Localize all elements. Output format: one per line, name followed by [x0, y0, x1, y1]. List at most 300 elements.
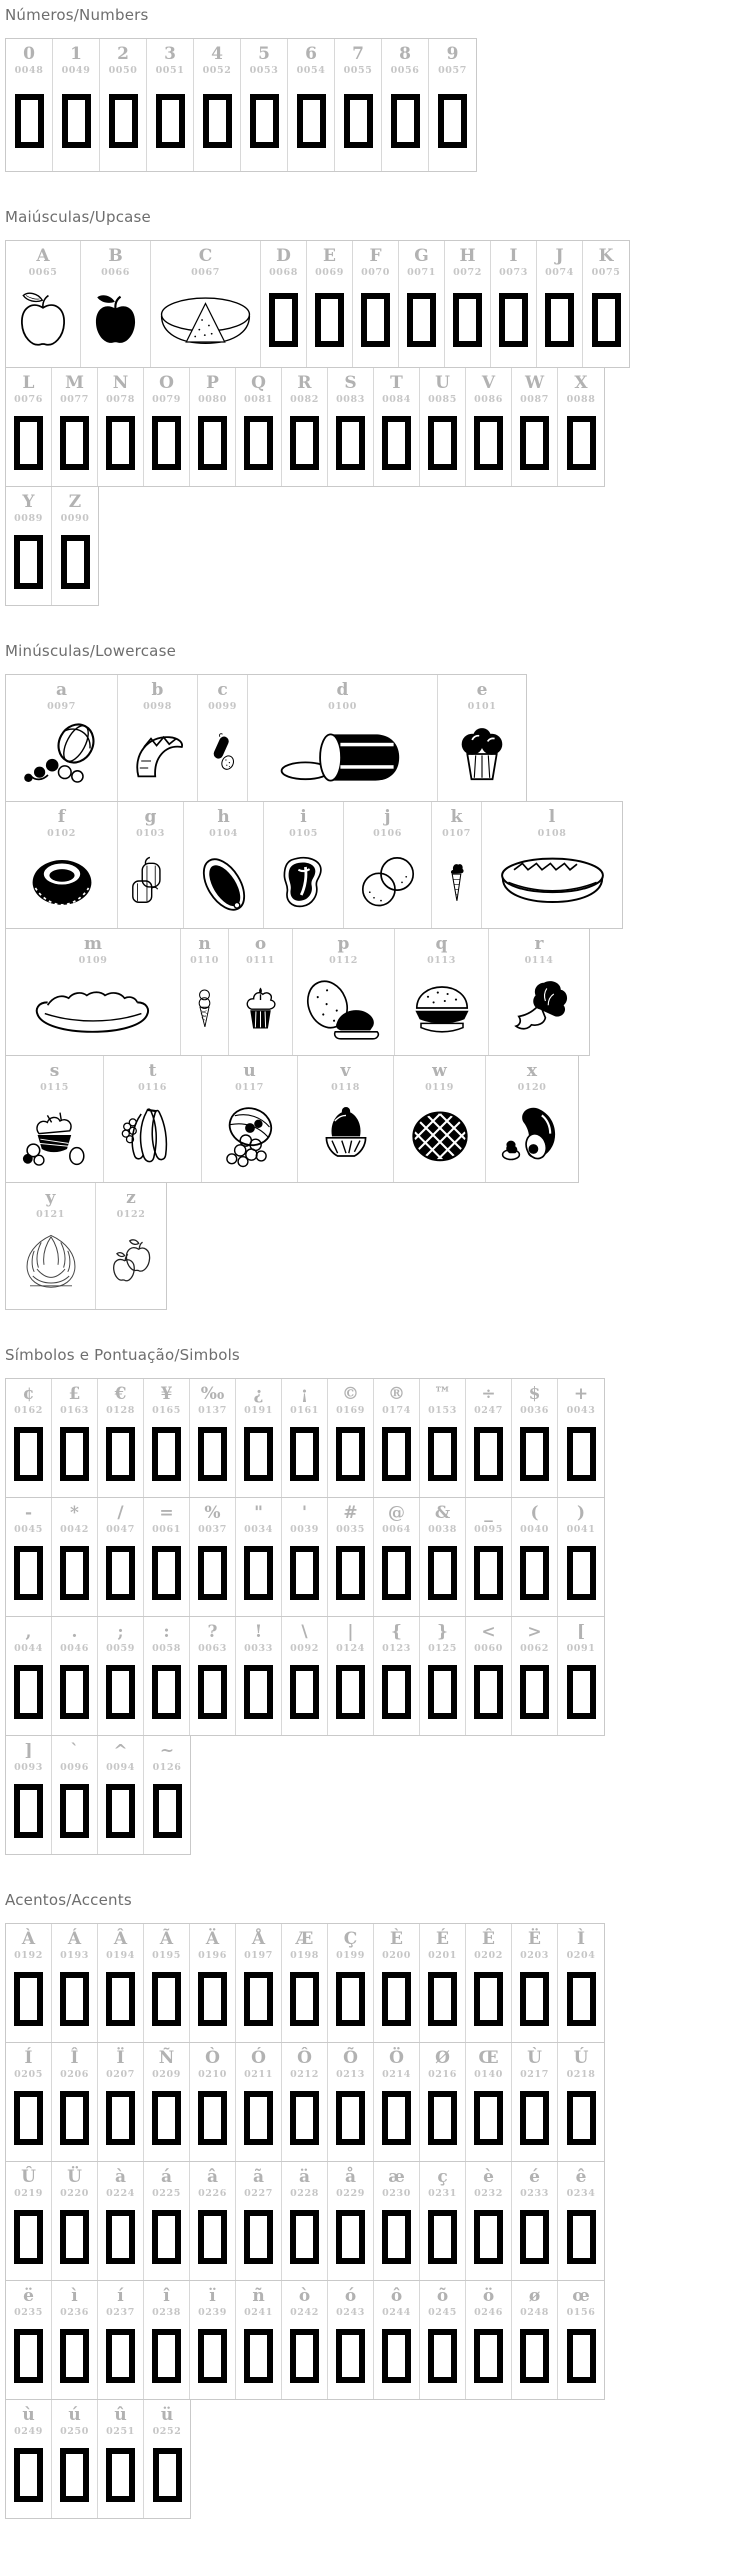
character-code: 0251 — [106, 2426, 135, 2437]
character-label: Q — [251, 373, 266, 393]
character-code: 0137 — [198, 1405, 227, 1416]
glyph-cell-0070 — [353, 241, 399, 367]
glyph-preview — [236, 1659, 281, 1735]
glyph-cell-header — [246, 929, 275, 971]
notdef-box-glyph — [315, 293, 344, 347]
glyph-preview — [98, 1540, 143, 1616]
cheese-wheel-icon — [154, 285, 257, 355]
notdef-box-glyph — [520, 416, 549, 470]
character-code: 0203 — [520, 1950, 549, 1961]
glyph-cell-0194 — [98, 1924, 144, 2042]
notdef-box-glyph — [14, 1784, 43, 1838]
character-label: Å — [251, 1929, 266, 1949]
section-title-numbers: Números/Numbers — [5, 6, 149, 24]
character-label: J — [555, 246, 564, 266]
character-label: # — [343, 1503, 358, 1523]
character-code: 0247 — [474, 1405, 503, 1416]
glyph-preview — [98, 2442, 143, 2518]
character-code: 0059 — [106, 1643, 135, 1654]
character-code: 0093 — [14, 1762, 43, 1773]
glyph-cell-0191 — [236, 1379, 282, 1497]
notdef-box-glyph — [520, 2210, 549, 2264]
glyph-cell-0061 — [144, 1498, 190, 1616]
glyph-cell-0107 — [432, 802, 482, 928]
glyph-preview — [81, 283, 150, 367]
glyph-cell-0156 — [558, 2281, 604, 2399]
glyph-cell-header — [198, 1498, 227, 1540]
glyph-preview — [282, 1966, 327, 2042]
glyph-cell-header — [442, 802, 471, 844]
glyph-cell-0086 — [466, 368, 512, 486]
steak-icon — [269, 846, 339, 916]
glyph-cell-header — [60, 1379, 89, 1421]
character-code: 0088 — [566, 394, 596, 405]
glyph-cell-0073 — [491, 241, 537, 367]
glyph-cell-header — [47, 802, 76, 844]
glyph-preview — [328, 1540, 373, 1616]
character-label: Ê — [482, 1929, 495, 1949]
glyph-preview — [144, 1778, 190, 1854]
character-code: 0042 — [60, 1524, 89, 1535]
character-code: 0123 — [382, 1643, 411, 1654]
glyph-cell-0090 — [52, 487, 98, 605]
character-label: ¥ — [160, 1384, 173, 1404]
glyph-cell-header — [592, 241, 621, 283]
character-label: a — [55, 680, 67, 700]
glyph-cell-header — [425, 1056, 454, 1098]
glyph-preview — [282, 1421, 327, 1497]
character-label: ö — [482, 2286, 495, 2306]
character-code: 0250 — [60, 2426, 89, 2437]
glyph-cell-0227 — [236, 2162, 282, 2280]
notdef-box-glyph — [290, 416, 319, 470]
character-code: 0091 — [566, 1643, 596, 1654]
glyph-cell-0212 — [282, 2043, 328, 2161]
character-code: 0046 — [60, 1643, 89, 1654]
character-code: 0201 — [428, 1950, 457, 1961]
character-code: 0092 — [290, 1643, 319, 1654]
glyph-cell-header — [382, 2162, 411, 2204]
character-code: 0048 — [14, 65, 44, 76]
character-label: n — [198, 934, 211, 954]
character-code: 0045 — [14, 1524, 43, 1535]
character-label: b — [151, 680, 164, 700]
character-code: 0075 — [591, 267, 621, 278]
glyph-cell-header — [382, 2043, 411, 2085]
notdef-box-glyph — [62, 94, 91, 148]
character-label: ! — [254, 1622, 263, 1642]
section-numbers — [5, 6, 730, 172]
notdef-box-glyph — [567, 1546, 596, 1600]
glyph-cell-0089 — [6, 487, 52, 605]
notdef-box-glyph — [198, 1427, 227, 1481]
glyph-cell-header — [331, 1056, 360, 1098]
glyph-row — [5, 1055, 579, 1183]
character-label: ú — [68, 2405, 81, 2425]
character-label: € — [114, 1384, 127, 1404]
glyph-cell-header — [109, 39, 138, 81]
glyph-cell-0192 — [6, 1924, 52, 2042]
glyph-preview — [98, 1421, 143, 1497]
character-label: ? — [207, 1622, 218, 1642]
glyph-preview — [537, 283, 582, 367]
glyph-cell-0084 — [374, 368, 420, 486]
bananas-grapes-icon — [116, 1100, 190, 1170]
glyph-cell-header — [209, 802, 238, 844]
character-code: 0121 — [36, 1209, 65, 1220]
glyph-cell-0237 — [98, 2281, 144, 2399]
character-label: x — [526, 1061, 538, 1081]
glyph-preview — [144, 1421, 189, 1497]
glyph-preview — [420, 1421, 465, 1497]
glyph-cell-0064 — [374, 1498, 420, 1616]
muffin-icon — [447, 719, 517, 789]
character-code: 0244 — [382, 2307, 411, 2318]
character-code: 0082 — [290, 394, 319, 405]
character-code: 0211 — [244, 2069, 273, 2080]
notdef-box-glyph — [520, 1546, 549, 1600]
character-code: 0050 — [108, 65, 138, 76]
glyph-preview — [98, 2323, 143, 2399]
glyph-cell-header — [244, 1617, 273, 1659]
glyph-preview — [6, 844, 117, 928]
glyph-cell-0081 — [236, 368, 282, 486]
character-code: 0047 — [106, 1524, 135, 1535]
glyph-preview — [236, 410, 281, 486]
glyph-cell-0040 — [512, 1498, 558, 1616]
glyph-cell-0165 — [144, 1379, 190, 1497]
glyph-cell-header — [520, 1924, 549, 1966]
glyph-cell-header — [136, 802, 165, 844]
glyph-cell-0102 — [6, 802, 118, 928]
glyph-cell-header — [203, 39, 232, 81]
glyph-cell-header — [106, 2043, 135, 2085]
glyph-preview — [98, 1659, 143, 1735]
character-code: 0233 — [520, 2188, 549, 2199]
notdef-box-glyph — [428, 2210, 457, 2264]
notdef-box-glyph — [61, 535, 90, 589]
notdef-box-glyph — [14, 416, 43, 470]
character-code: 0077 — [60, 394, 89, 405]
notdef-box-glyph — [198, 1546, 227, 1600]
character-label: - — [24, 1503, 33, 1523]
glyph-preview — [374, 1421, 419, 1497]
glyph-cell-0239 — [190, 2281, 236, 2399]
notdef-box-glyph — [244, 2091, 273, 2145]
notdef-box-glyph — [336, 1972, 365, 2026]
notdef-box-glyph — [344, 94, 373, 148]
glyph-cell-0119 — [394, 1056, 486, 1182]
character-code: 0055 — [343, 65, 373, 76]
character-label: C — [198, 246, 213, 266]
character-label: œ — [572, 2286, 590, 2306]
glyph-preview — [399, 283, 444, 367]
sausage-icon — [201, 719, 244, 789]
glyph-cell-0039 — [282, 1498, 328, 1616]
glyph-preview — [558, 1421, 604, 1497]
glyph-preview — [512, 1966, 557, 2042]
glyph-cell-0088 — [558, 368, 604, 486]
character-code: 0217 — [520, 2069, 549, 2080]
character-code: 0210 — [198, 2069, 227, 2080]
glyph-cell-0063 — [190, 1617, 236, 1735]
glyph-preview — [198, 717, 247, 801]
notdef-box-glyph — [198, 416, 227, 470]
character-code: 0197 — [244, 1950, 273, 1961]
glyph-cell-0069 — [307, 241, 353, 367]
character-label: ÷ — [481, 1384, 496, 1404]
character-label: Z — [68, 492, 82, 512]
glyph-cell-header — [468, 675, 497, 717]
character-label: l — [548, 807, 556, 827]
glyph-preview — [335, 81, 381, 171]
notdef-box-glyph — [567, 2210, 596, 2264]
glyph-cell-header — [143, 675, 172, 717]
glyph-cell-0115 — [6, 1056, 104, 1182]
avocado-eggs-icon — [497, 1100, 567, 1170]
notdef-box-glyph — [269, 293, 298, 347]
glyph-cell-header — [290, 2281, 319, 2323]
notdef-box-glyph — [156, 94, 185, 148]
glyph-cell-header — [290, 1617, 319, 1659]
glyph-cell-header — [382, 368, 411, 410]
glyph-cell-header — [14, 1924, 43, 1966]
glyph-cell-0244 — [374, 2281, 420, 2399]
glyph-row — [5, 2042, 605, 2162]
notdef-box-glyph — [106, 1546, 135, 1600]
glyph-preview — [52, 529, 98, 605]
character-label: : — [163, 1622, 170, 1642]
glyph-cell-header — [152, 1379, 181, 1421]
character-label: Ñ — [158, 2048, 175, 2068]
character-label: 3 — [164, 44, 176, 64]
glyph-cell-header — [269, 241, 298, 283]
glyph-preview — [144, 1659, 189, 1735]
glyph-preview — [144, 2442, 190, 2518]
glyph-cell-header — [62, 39, 91, 81]
glyph-preview — [374, 1540, 419, 1616]
notdef-box-glyph — [567, 416, 596, 470]
notdef-box-glyph — [520, 2091, 549, 2145]
character-code: 0195 — [152, 1950, 181, 1961]
burger-open-icon — [303, 973, 384, 1043]
glyph-preview — [52, 1421, 97, 1497]
glyph-cell-0037 — [190, 1498, 236, 1616]
glyph-cell-header — [106, 1617, 135, 1659]
glyph-preview — [328, 2085, 373, 2161]
notdef-box-glyph — [520, 1972, 549, 2026]
character-label: y — [45, 1188, 56, 1208]
glyph-cell-0123 — [374, 1617, 420, 1735]
character-code: 0057 — [438, 65, 467, 76]
character-code: 0056 — [390, 65, 420, 76]
glyph-row — [5, 1735, 191, 1855]
character-label: p — [337, 934, 350, 954]
notdef-box-glyph — [14, 1546, 43, 1600]
character-code: 0214 — [382, 2069, 411, 2080]
glyph-cell-0050 — [100, 39, 147, 171]
glyph-cell-0049 — [53, 39, 100, 171]
glyph-cell-header — [60, 1924, 89, 1966]
glyph-row — [5, 38, 477, 172]
notdef-box-glyph — [474, 1546, 503, 1600]
artichoke-icon — [16, 1227, 86, 1297]
glyph-cell-0046 — [52, 1617, 98, 1735]
character-code: 0162 — [14, 1405, 43, 1416]
character-code: 0220 — [60, 2188, 89, 2199]
glyph-cell-0038 — [420, 1498, 466, 1616]
glyph-preview — [236, 2085, 281, 2161]
glyph-cell-0162 — [6, 1379, 52, 1497]
character-label: k — [450, 807, 463, 827]
character-code: 0065 — [28, 267, 58, 278]
character-label: ‰ — [200, 1384, 225, 1404]
character-label: t — [148, 1061, 157, 1081]
notdef-box-glyph — [290, 1972, 319, 2026]
glyph-preview — [558, 2204, 604, 2280]
notdef-box-glyph — [14, 2329, 43, 2383]
character-code: 0117 — [235, 1082, 264, 1093]
character-label: % — [204, 1503, 221, 1523]
notdef-box-glyph — [290, 2091, 319, 2145]
glyph-preview — [236, 2323, 281, 2399]
glyph-cell-0252 — [144, 2400, 190, 2518]
glyph-preview — [558, 1659, 604, 1735]
character-code: 0038 — [428, 1524, 457, 1535]
glyph-preview — [264, 844, 343, 928]
character-label: Ã — [159, 1929, 174, 1949]
character-label: Ä — [205, 1929, 220, 1949]
character-label: ^ — [113, 1741, 128, 1761]
glyph-cell-0098 — [118, 675, 198, 801]
glyph-preview — [583, 283, 629, 367]
glyph-preview — [282, 1659, 327, 1735]
character-label: ™ — [434, 1384, 451, 1404]
character-label: Ø — [435, 2048, 450, 2068]
glyph-cell-0231 — [420, 2162, 466, 2280]
glyph-preview — [52, 1659, 97, 1735]
character-code: 0232 — [474, 2188, 503, 2199]
glyph-cell-0106 — [344, 802, 432, 928]
glyph-cell-0035 — [328, 1498, 374, 1616]
character-label: f — [57, 807, 66, 827]
character-label: h — [217, 807, 230, 827]
glyph-preview — [282, 1540, 327, 1616]
character-label: 7 — [352, 44, 364, 64]
character-label: Ó — [251, 2048, 266, 2068]
hamburger-icon — [407, 973, 477, 1043]
glyph-cell-0243 — [328, 2281, 374, 2399]
notdef-box-glyph — [106, 1665, 135, 1719]
character-label: g — [144, 807, 157, 827]
character-label: Ú — [573, 2048, 589, 2068]
character-code: 0224 — [106, 2188, 135, 2199]
notdef-box-glyph — [438, 94, 467, 148]
glyph-preview — [512, 1659, 557, 1735]
character-label: ¢ — [22, 1384, 35, 1404]
notdef-box-glyph — [60, 1427, 89, 1481]
notdef-box-glyph — [60, 1784, 89, 1838]
glyph-cell-header — [336, 2281, 365, 2323]
character-label: Ç — [343, 1929, 358, 1949]
glyph-cell-0096 — [52, 1736, 98, 1854]
glyph-cell-0122 — [96, 1183, 166, 1309]
notdef-box-glyph — [106, 2329, 135, 2383]
glyph-cell-header — [520, 2162, 549, 2204]
character-label: F — [369, 246, 382, 266]
character-code: 0207 — [106, 2069, 135, 2080]
glyph-cell-0234 — [558, 2162, 604, 2280]
glyph-cell-header — [47, 675, 76, 717]
taco-icon — [123, 719, 193, 789]
character-code: 0126 — [152, 1762, 182, 1773]
notdef-box-glyph — [106, 2210, 135, 2264]
glyph-cell-header — [36, 1183, 65, 1225]
glyph-cell-header — [297, 39, 326, 81]
glyph-cell-header — [29, 241, 58, 283]
glyph-cell-header — [382, 2281, 411, 2323]
hotdog-loaded-icon — [28, 973, 158, 1043]
glyph-grid-uppercase — [5, 240, 730, 606]
notdef-box-glyph — [336, 2210, 365, 2264]
glyph-preview — [144, 2204, 189, 2280]
glyph-cell-header — [336, 1498, 365, 1540]
notdef-box-glyph — [474, 1665, 503, 1719]
character-label: @ — [388, 1503, 405, 1523]
glyph-cell-0210 — [190, 2043, 236, 2161]
character-code: 0236 — [60, 2307, 89, 2318]
glyph-cell-header — [290, 2162, 319, 2204]
glyph-preview — [328, 1659, 373, 1735]
glyph-row — [5, 2161, 605, 2281]
character-label: N — [112, 373, 129, 393]
glyph-cell-header — [329, 929, 358, 971]
character-code: 0118 — [331, 1082, 360, 1093]
glyph-preview — [6, 529, 51, 605]
glyph-cell-header — [336, 1617, 365, 1659]
character-code: 0094 — [106, 1762, 135, 1773]
glyph-preview — [190, 2323, 235, 2399]
character-label: , — [25, 1622, 32, 1642]
character-code: 0116 — [138, 1082, 167, 1093]
notdef-box-glyph — [567, 2329, 596, 2383]
glyph-cell-header — [538, 802, 567, 844]
glyph-cell-header — [14, 2162, 43, 2204]
glyph-row — [5, 674, 527, 802]
peppers-icon — [121, 846, 180, 916]
character-code: 0096 — [60, 1762, 89, 1773]
glyph-row — [5, 2399, 191, 2519]
notdef-box-glyph — [428, 1546, 457, 1600]
glyph-cell-0125 — [420, 1617, 466, 1735]
notdef-box-glyph — [60, 416, 89, 470]
character-label: ; — [117, 1622, 124, 1642]
apple-basket-icon — [215, 1100, 285, 1170]
cupcake-candle-icon — [232, 973, 289, 1043]
glyph-cell-0198 — [282, 1924, 328, 2042]
character-label: . — [71, 1622, 78, 1642]
glyph-preview — [6, 971, 180, 1055]
glyph-cell-0241 — [236, 2281, 282, 2399]
glyph-cell-0205 — [6, 2043, 52, 2161]
notdef-box-glyph — [106, 2448, 135, 2502]
glyph-preview — [236, 1966, 281, 2042]
character-label: û — [114, 2405, 127, 2425]
character-label: d — [336, 680, 349, 700]
character-code: 0101 — [467, 701, 497, 712]
glyph-cell-0110 — [181, 929, 229, 1055]
glyph-cell-header — [520, 1498, 549, 1540]
